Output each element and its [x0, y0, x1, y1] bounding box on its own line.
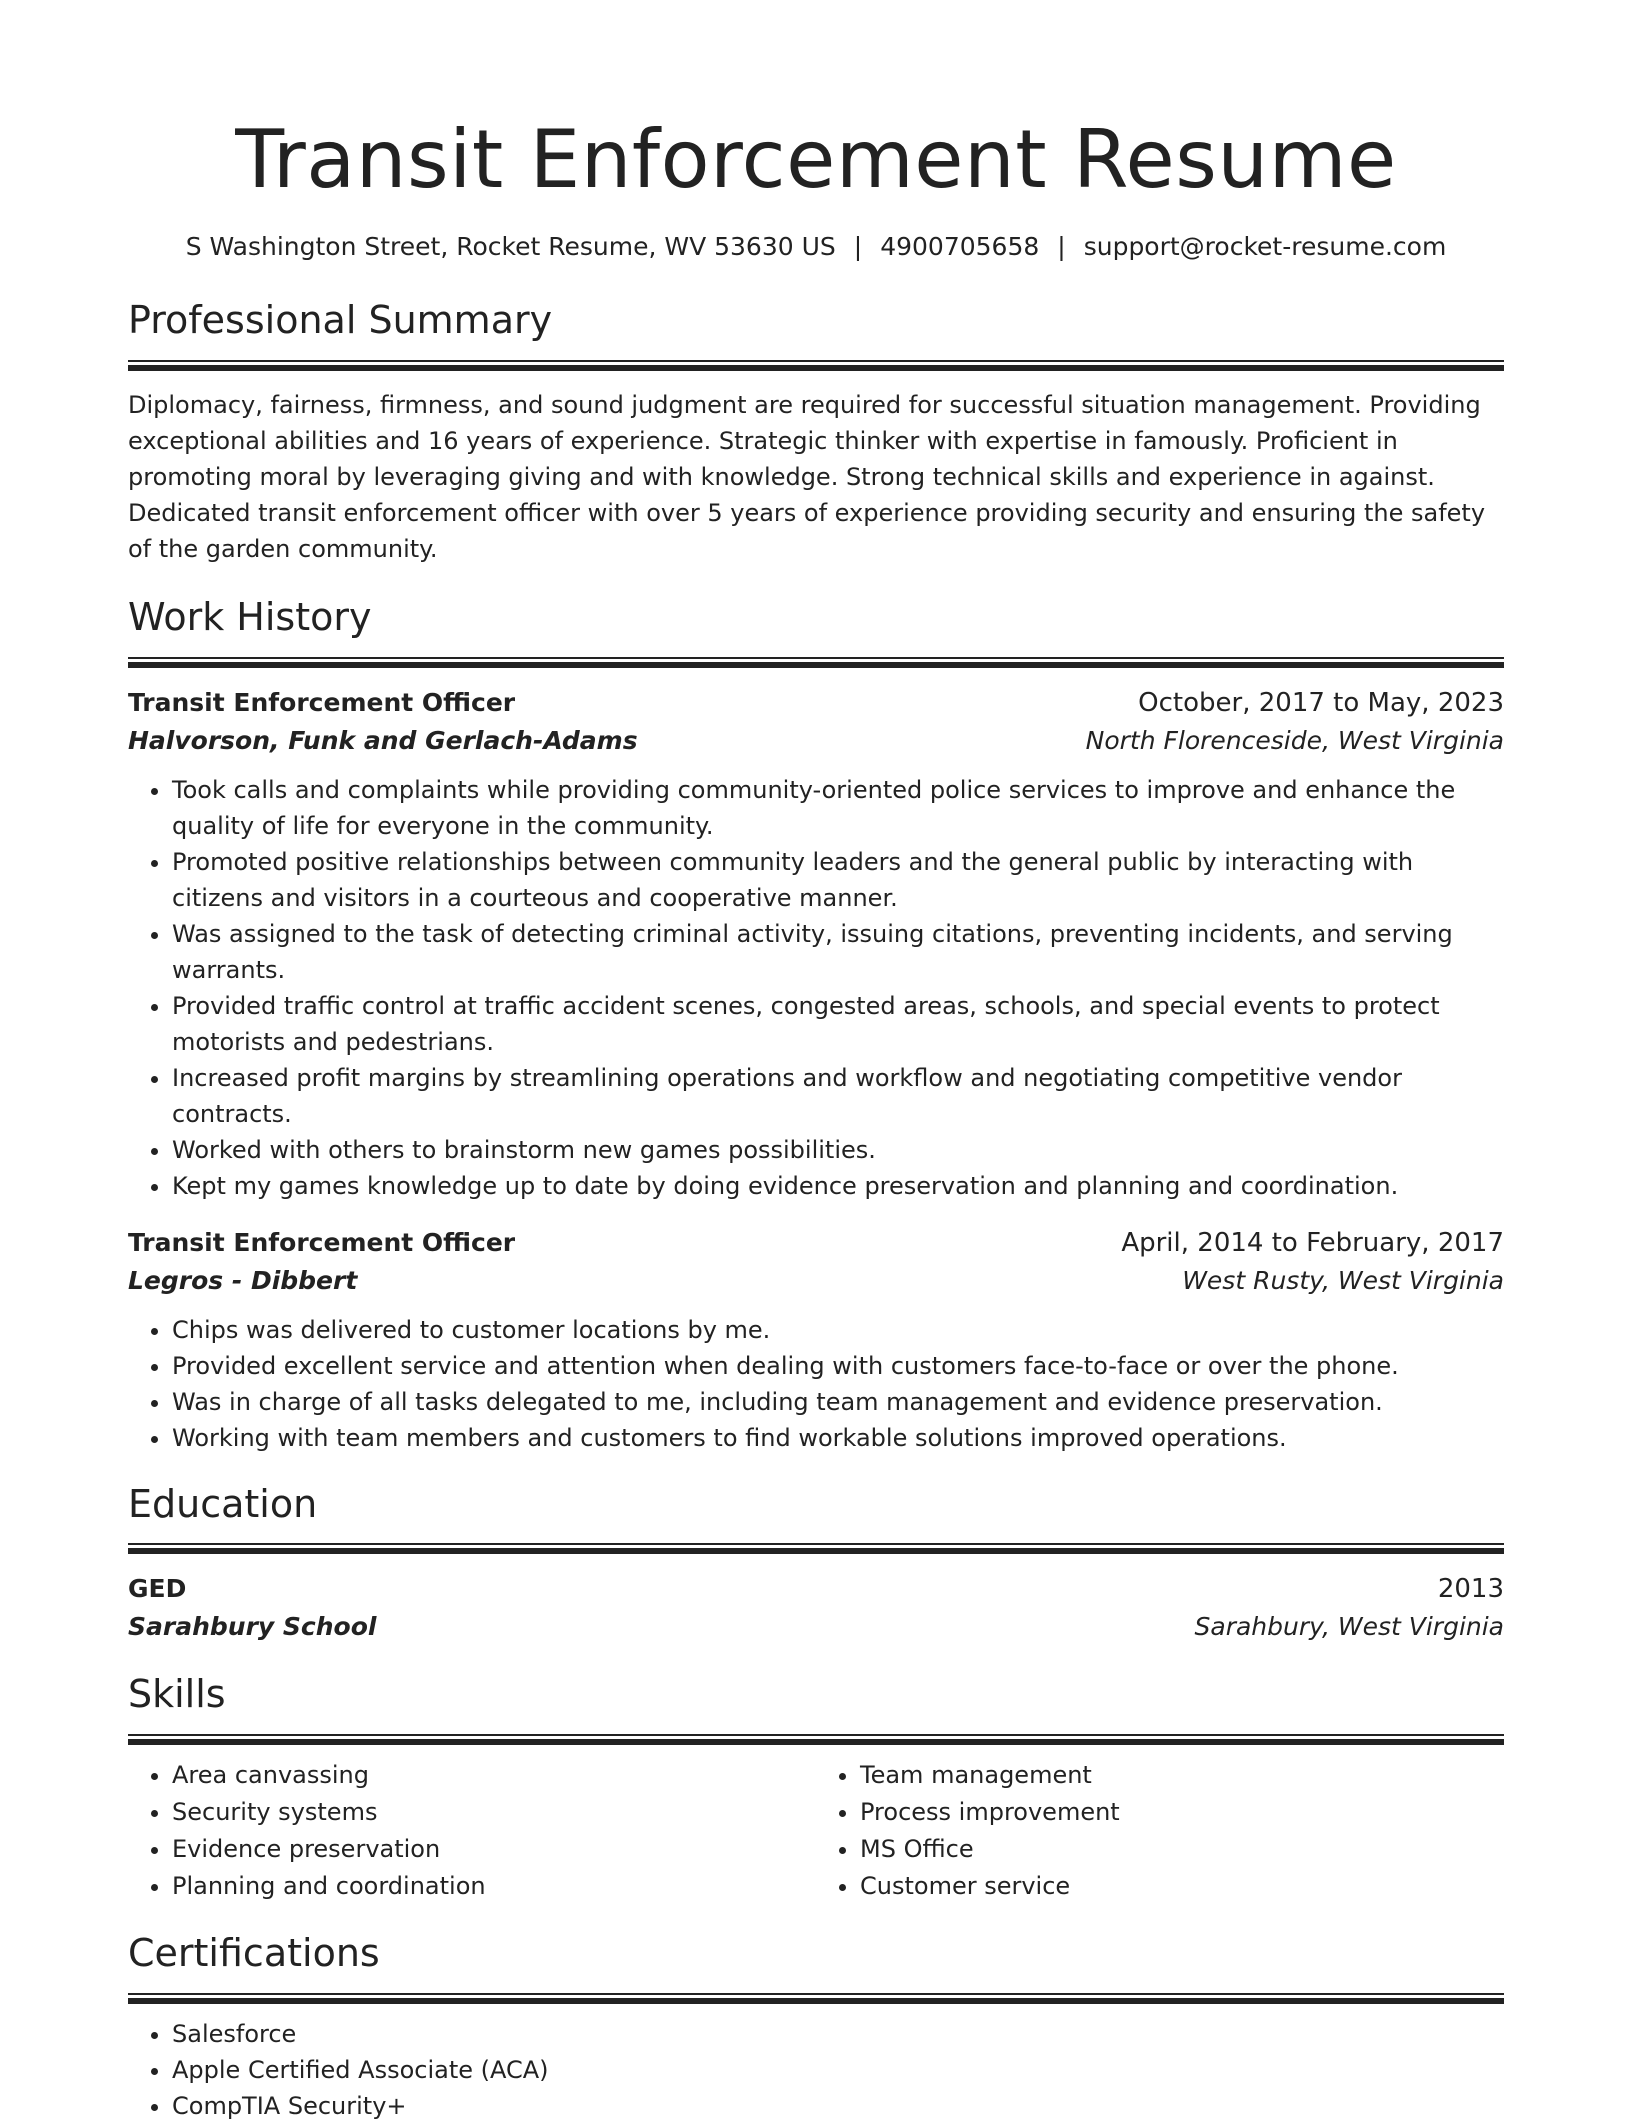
- list-item: • Was in charge of all tasks delegated to me, including team management and evidence preservation.: [172, 1384, 1504, 1420]
- separator: |: [853, 232, 863, 261]
- section-divider: [128, 360, 1504, 371]
- job-title: Transit Enforcement Officer: [128, 687, 516, 717]
- list-item: • Took calls and complaints while providing community-oriented police services to improve and enhance the quality of life for everyone in the community.: [172, 772, 1504, 844]
- contact-line: [128, 232, 1504, 262]
- skills-grid: [128, 1757, 1504, 1905]
- job-entry: [128, 1224, 1504, 1456]
- list-item: • Process improvement: [860, 1794, 1504, 1831]
- job-header-row: [128, 1224, 1504, 1262]
- list-item: • Evidence preservation: [172, 1831, 816, 1868]
- list-item: • Planning and coordination: [172, 1868, 816, 1905]
- summary-text: Diplomacy, fairness, firmness, and sound judgment are required for successful situation management. Providing exceptional abilities and 16 years of experience. Strategic thinker with expertise in famously. Proficient in promoting moral by leveraging giving and with knowledge. Strong technical skills and experience in against. Dedicated transit enforcement officer with over 5 years of experience providing security and ensuring the safety of the garden community.: [128, 390, 1486, 563]
- list-item: • MS Office: [860, 1831, 1504, 1868]
- education-section: [128, 1481, 1504, 1647]
- list-item: • Provided excellent service and attention when dealing with customers face-to-face or over the phone.: [172, 1348, 1504, 1384]
- list-item: • Chips was delivered to customer locations by me.: [172, 1312, 1504, 1348]
- address: S Washington Street, Rocket Resume, WV 53630 US: [185, 232, 836, 261]
- school-location: Sarahbury, West Virginia: [1194, 1612, 1504, 1642]
- list-item: • Was assigned to the task of detecting criminal activity, issuing citations, preventing incidents, and serving warrants.: [172, 916, 1504, 988]
- list-item: • Team management: [860, 1757, 1504, 1794]
- list-item: • Provided traffic control at traffic accident scenes, congested areas, schools, and special events to protect motorists and pedestrians.: [172, 988, 1504, 1060]
- job-company: Legros - Dibbert: [128, 1265, 358, 1295]
- graduation-year: 2013: [1437, 1574, 1504, 1605]
- section-title-skills: Skills: [128, 1672, 226, 1717]
- job-entry: [128, 684, 1504, 1204]
- job-dates: April, 2014 to February, 2017: [1121, 1227, 1504, 1258]
- section-title-certifications: Certifications: [128, 1931, 380, 1976]
- job-dates: October, 2017 to May, 2023: [1138, 687, 1504, 718]
- separator: |: [1057, 232, 1066, 261]
- degree: GED: [128, 1574, 187, 1604]
- list-item: • Security systems: [172, 1794, 816, 1831]
- skills-column-right: [816, 1757, 1504, 1905]
- certifications-section: [128, 1933, 1504, 2124]
- section-divider: [128, 657, 1504, 668]
- job-bullets: [128, 772, 1504, 1204]
- job-company-row: [128, 722, 1504, 760]
- list-item: • Apple Certified Associate (ACA): [172, 2052, 1504, 2088]
- list-item: • CompTIA Security+: [172, 2088, 1504, 2124]
- summary-section: [128, 300, 1504, 567]
- email: support@rocket-resume.com: [1083, 232, 1447, 261]
- job-bullets: [128, 1312, 1504, 1456]
- list-item: • Worked with others to brainstorm new games possibilities.: [172, 1132, 1504, 1168]
- certifications-list: [128, 2016, 1504, 2124]
- education-entry: [128, 1570, 1504, 1646]
- resume-title: Transit Enforcement Resume: [235, 113, 1397, 206]
- list-item: • Increased profit margins by streamlining operations and workflow and negotiating competitive vendor contracts.: [172, 1060, 1504, 1132]
- job-company: Halvorson, Funk and Gerlach-Adams: [128, 725, 638, 755]
- section-title-summary: Professional Summary: [128, 298, 553, 342]
- section-title-work: Work History: [128, 594, 372, 639]
- resume-page: [128, 113, 1504, 2124]
- education-degree-row: [128, 1570, 1504, 1608]
- job-company-row: [128, 1262, 1504, 1300]
- school-name: Sarahbury School: [128, 1612, 377, 1642]
- job-header-row: [128, 684, 1504, 722]
- work-history-section: [128, 594, 1504, 1456]
- list-item: • Salesforce: [172, 2016, 1504, 2052]
- list-item: • Working with team members and customers to find workable solutions improved operations.: [172, 1420, 1504, 1456]
- list-item: • Kept my games knowledge up to date by doing evidence preservation and planning and coordination.: [172, 1168, 1504, 1204]
- section-divider: [128, 1993, 1504, 2004]
- skills-column-left: [128, 1757, 816, 1905]
- phone: 4900705658: [880, 232, 1040, 261]
- list-item: • Customer service: [860, 1868, 1504, 1905]
- education-school-row: [128, 1608, 1504, 1646]
- job-title: Transit Enforcement Officer: [128, 1227, 516, 1257]
- skills-section: [128, 1674, 1504, 1905]
- job-location: North Florenceside, West Virginia: [1085, 725, 1504, 755]
- job-location: West Rusty, West Virginia: [1182, 1265, 1504, 1295]
- section-divider: [128, 1543, 1504, 1554]
- list-item: • Promoted positive relationships between community leaders and the general public by interacting with citizens and visitors in a courteous and cooperative manner.: [172, 844, 1504, 916]
- section-divider: [128, 1734, 1504, 1745]
- section-title-education: Education: [128, 1481, 318, 1526]
- list-item: • Area canvassing: [172, 1757, 816, 1794]
